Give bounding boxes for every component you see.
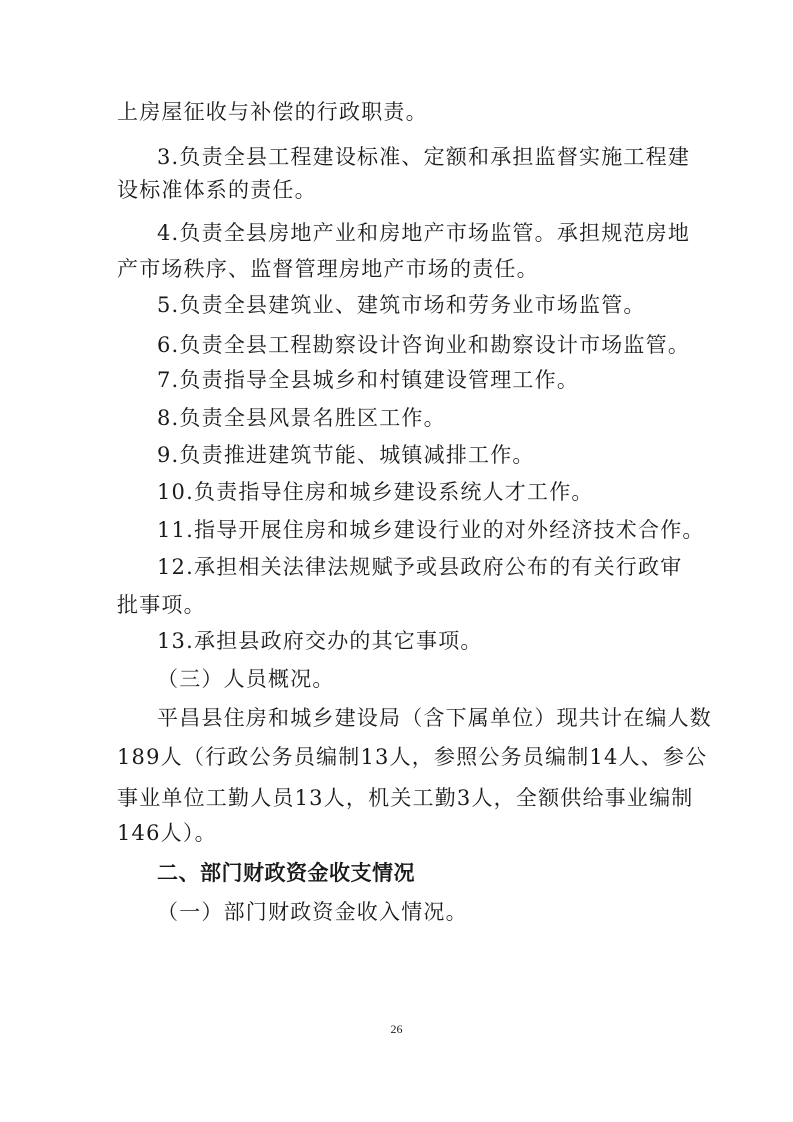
text-line-3: 设标准体系的责任。 [117, 178, 317, 202]
section-subheading-income: （一）部门财政资金收入情况。 [157, 900, 468, 924]
section-heading-finance: 二、部门财政资金收支情况 [157, 861, 415, 885]
text-line-1: 上房屋征收与补偿的行政职责。 [117, 100, 428, 124]
text-line-2: 3.负责全县工程建设标准、定额和承担监督实施工程建 [157, 145, 691, 169]
section-subheading-staff: （三）人员概况。 [157, 667, 335, 691]
text-line-14: 批事项。 [117, 593, 206, 617]
text-line-8: 7.负责指导全县城乡和村镇建设管理工作。 [157, 368, 580, 392]
text-line-11: 10.负责指导住房和城乡建设系统人才工作。 [157, 480, 594, 504]
page-number: 26 [390, 1022, 403, 1036]
text-line-15: 13.承担县政府交办的其它事项。 [157, 629, 483, 653]
text-line-12: 11.指导开展住房和城乡建设行业的对外经济技术合作。 [157, 518, 705, 542]
text-line-17: 平昌县住房和城乡建设局（含下属单位）现共计在编人数 [157, 706, 712, 730]
text-line-20: 146人）。 [117, 821, 217, 845]
text-line-5: 产市场秩序、监督管理房地产市场的责任。 [117, 257, 539, 281]
text-line-10: 9.负责推进建筑节能、城镇减排工作。 [157, 443, 535, 467]
text-line-6: 5.负责全县建筑业、建筑市场和劳务业市场监管。 [157, 293, 646, 317]
text-line-19: 事业单位工勤人员13人，机关工勤3人，全额供给事业编制 [117, 786, 694, 810]
text-line-7: 6.负责全县工程勘察设计咨询业和勘察设计市场监管。 [157, 333, 691, 357]
text-line-4: 4.负责全县房地产业和房地产市场监管。承担规范房地 [157, 221, 691, 245]
text-line-9: 8.负责全县风景名胜区工作。 [157, 406, 446, 430]
text-line-18: 189人（行政公务员编制13人，参照公务员编制14人、参公 [117, 745, 708, 769]
text-line-13: 12.承担相关法律法规赋予或县政府公布的有关行政审 [157, 555, 683, 579]
